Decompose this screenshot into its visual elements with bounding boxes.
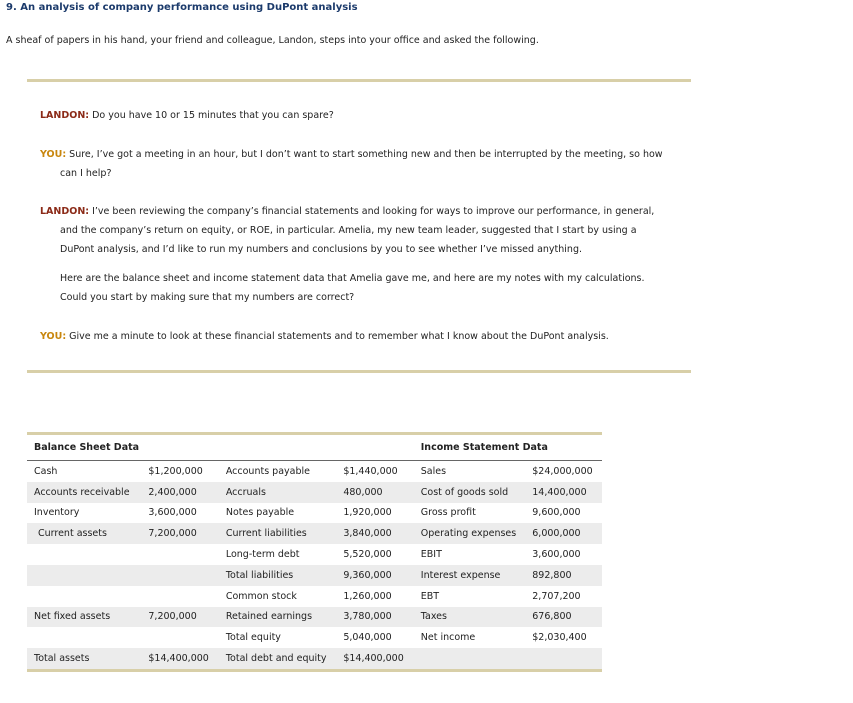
dialogue-text: Sure, I’ve got a meeting in an hour, but I don’t want to start something new and then be interrupted by the meeting, so how can I help? — [60, 149, 663, 179]
table-cell: EBIT — [420, 549, 442, 561]
table-cell: 5,040,000 — [343, 632, 392, 644]
table-cell: Accounts receivable — [27, 482, 148, 503]
table-bottom-rule — [27, 669, 602, 672]
table-cell: $2,030,400 — [532, 632, 587, 644]
balance-sheet-header: Balance Sheet Data — [27, 435, 226, 461]
table-cell: Inventory — [34, 507, 80, 519]
table-cell: Notes payable — [225, 507, 295, 519]
table-cell: Net income — [420, 632, 476, 644]
table-cell: 7,200,000 — [148, 607, 225, 628]
table-row — [27, 544, 602, 565]
dialogue-text: Here are the balance sheet and income statement data that Amelia gave me, and here are my notes with my calculations. Could you start by making sure that my numbers are correct? — [60, 273, 645, 303]
income-statement-header: Income Statement Data — [421, 435, 602, 461]
table-cell: 2,707,200 — [532, 590, 581, 602]
table-cell: 3,840,000 — [343, 523, 420, 544]
table-cell: $14,400,000 — [148, 648, 225, 669]
table-cell: EBT — [420, 590, 440, 602]
table-cell — [27, 627, 148, 648]
table-cell: $1,200,000 — [148, 465, 203, 477]
table-cell: 1,920,000 — [343, 507, 392, 519]
table-cell: Taxes — [421, 607, 532, 628]
dialogue-text: I’ve been reviewing the company’s financial statements and looking for ways to improve our performance, in general, and the company’s return on equity, or ROE, in particular. Amelia, my new team leader, suggested that I start by using a DuPont analysis, and I’d like to run my numbers and conclusions by you to see whether I’ve missed anything. — [60, 206, 655, 255]
table-cell: $1,440,000 — [343, 465, 398, 477]
table-cell — [27, 565, 148, 586]
table-row — [27, 523, 602, 544]
table-header-row — [27, 435, 602, 461]
table-cell: Current liabilities — [226, 523, 343, 544]
table-row — [27, 627, 602, 648]
table-cell: Retained earnings — [226, 607, 343, 628]
table-cell — [148, 586, 225, 607]
table-cell: Accounts payable — [225, 465, 310, 477]
speaker-label: YOU: — [40, 149, 67, 160]
table-cell — [421, 648, 532, 669]
table-cell: Current assets — [27, 523, 148, 544]
table-cell: 9,600,000 — [532, 507, 581, 519]
table-cell: 6,000,000 — [532, 523, 602, 544]
table-cell: 14,400,000 — [532, 482, 602, 503]
speaker-label: LANDON: — [40, 110, 90, 121]
dialogue-landon-2 — [40, 202, 670, 259]
table-cell: Total debt and equity — [226, 648, 343, 669]
table-cell: Accruals — [226, 482, 343, 503]
table-cell: Interest expense — [421, 565, 532, 586]
table-cell — [27, 586, 148, 607]
table-cell: 676,800 — [532, 607, 602, 628]
table-cell — [532, 648, 602, 669]
page-title: 9. An analysis of company performance using DuPont analysis — [6, 2, 358, 13]
table-cell: 3,600,000 — [532, 549, 581, 561]
table-cell: $14,400,000 — [343, 648, 420, 669]
dialogue-text: Do you have 10 or 15 minutes that you can spare? — [92, 110, 334, 121]
dialogue-you-2 — [40, 327, 680, 346]
table-row — [27, 607, 602, 628]
table-cell: 7,200,000 — [148, 523, 225, 544]
table-cell — [148, 565, 225, 586]
speaker-label: LANDON: — [40, 206, 90, 217]
bottom-divider — [27, 370, 691, 373]
table-cell: 2,400,000 — [148, 482, 225, 503]
table-cell: Total liabilities — [226, 565, 343, 586]
table-row — [27, 648, 602, 669]
speaker-label: YOU: — [40, 331, 67, 342]
table-cell: Net fixed assets — [27, 607, 148, 628]
table-row — [27, 586, 602, 607]
table-cell: 892,800 — [532, 565, 602, 586]
table-cell: $24,000,000 — [532, 465, 593, 477]
table-cell — [27, 544, 148, 565]
table-row — [27, 482, 602, 503]
dialogue-landon-1 — [40, 106, 680, 125]
table-cell: Long-term debt — [225, 549, 300, 561]
table-cell: Operating expenses — [421, 523, 532, 544]
table-row — [27, 503, 602, 524]
table-cell: Cost of goods sold — [421, 482, 532, 503]
table-row — [27, 461, 602, 482]
financial-table — [27, 432, 602, 672]
table-cell: Gross profit — [420, 507, 476, 519]
table-cell: 1,260,000 — [343, 590, 392, 602]
table-cell: Total assets — [27, 648, 148, 669]
intro-text: A sheaf of papers in his hand, your friend and colleague, Landon, steps into your office and asked the following. — [6, 35, 539, 46]
dialogue-landon-3 — [60, 269, 670, 307]
dialogue-text: Give me a minute to look at these financial statements and to remember what I know about the DuPont analysis. — [69, 331, 609, 342]
table-cell: 5,520,000 — [343, 549, 392, 561]
table-cell: Common stock — [225, 590, 297, 602]
table-row — [27, 565, 602, 586]
table-cell — [148, 627, 225, 648]
table-cell: Total equity — [225, 632, 281, 644]
table-cell: 3,780,000 — [343, 607, 420, 628]
table-cell: Cash — [34, 465, 58, 477]
table-cell: 480,000 — [343, 482, 420, 503]
table-cell — [148, 544, 225, 565]
top-divider — [27, 79, 691, 82]
table-cell: Sales — [420, 465, 447, 477]
table-cell: 3,600,000 — [148, 507, 197, 519]
dialogue-you-1 — [40, 145, 680, 183]
data-table — [27, 435, 602, 669]
table-cell: 9,360,000 — [343, 565, 420, 586]
